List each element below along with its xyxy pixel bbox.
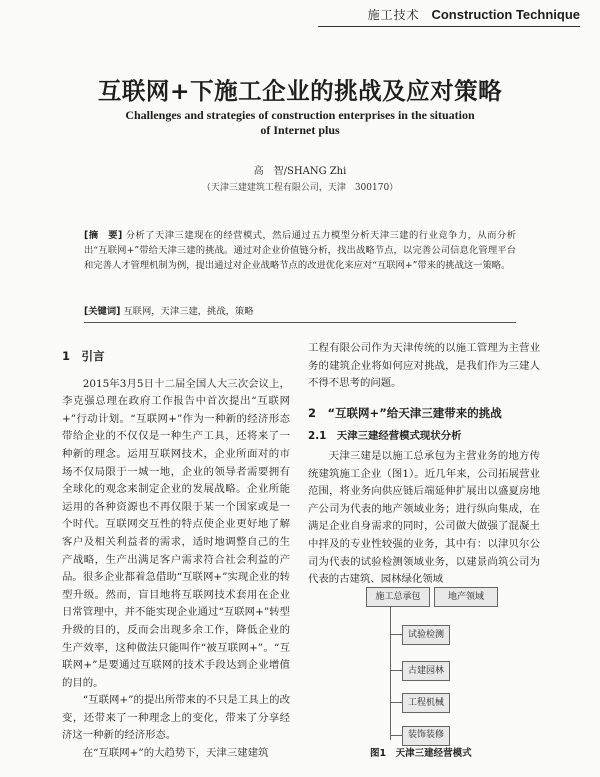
figure-box-ancient-architecture: 古建园林 [402, 661, 450, 681]
figure-connector-3 [390, 702, 402, 703]
figure-box-decoration: 装饰装修 [402, 726, 450, 746]
section-2-1-paragraph: 天津三建是以施工总承包为主营业务的地方传统建筑施工企业（图1）。近几年来，公司拓展营业范围，将业务向供应链后端延伸扩展出以盛夏房地产公司为代表的地产领域业务；进行纵向集成，在满足企业自身需求的同时，公司做大做强了混凝土中拌及的专业性较强的业务，其中有：以津贝尔公司为代表的试验检测领域业务，以建景尚筑公司为代表的古建筑、园林绿化领域 [308, 449, 540, 586]
section-label-cn: 施工技术 [367, 8, 420, 22]
author-name: 高 智/SHANG Zhi [253, 166, 347, 177]
left-column [62, 348, 290, 763]
right-continuation: 工程有限公司作为天津传统的以施工管理为主营业务的建筑企业将如何应对挑战，是我们作为三建人不得不思考的问题。 [308, 342, 540, 390]
figure-box-general-contracting: 施工总承包 [366, 587, 430, 607]
paper-title-en-line1: Challenges and strategies of construction enterprises in the situation [125, 108, 475, 122]
abstract-rule [84, 322, 516, 323]
abstract-label: [摘 要] [84, 230, 123, 241]
figure-caption: 图1 天津三建经营模式 [370, 748, 472, 759]
right-column [308, 340, 540, 589]
figure-box-machinery: 工程机械 [402, 693, 450, 713]
figure-box-testing: 试验检测 [402, 625, 450, 645]
abstract [84, 228, 516, 273]
keywords [84, 305, 516, 319]
intro-paragraph-1: 2015年3月5日十二届全国人大三次会议上，李克强总理在政府工作报告中首次提出“互联网+”行动计划。“互联网+”作为一种新的经济形态带给企业的不仅仅是一种生产工具，还将来了一种新的理念。运用互联网技术，企业所面对的市场不仅局限于一城一地，企业的领导者需要拥有全球化的观念来制定企业的发展战略。企业所能运用的各种资源也不再仅限于某一个国家或是一个时代。互联网交互性的特点使企业更好地了解客户及相关利益者的需求，适时地调整自己的生产战略，生产出满足客户需求符合社会利益的产品。很多企业都着急借助“互联网+”实现企业的转型升级。然而，盲目地将互联网技术套用在企业日常管理中，并不能实现企业通过“互联网+”转型升级的目的，反而会出现多余工作，降低企业的生产效率，这种做法只能叫作“被互联网+”。“互联网+”是要通过互联网的技术手段达到企业增值的目的。 [62, 377, 290, 689]
running-header [368, 6, 580, 23]
paper-title-en [120, 108, 480, 138]
intro-paragraph-3: 在“互联网+”的大趋势下，天津三建建筑 [82, 747, 269, 760]
figure-connector-1 [390, 634, 402, 635]
section-label-en: Construction Technique [431, 7, 580, 22]
figure-connector-4 [390, 735, 402, 736]
figure-box-real-estate: 地产领域 [434, 587, 498, 607]
header-rule [318, 26, 580, 27]
paper-title-en-line2: of Internet plus [260, 123, 340, 137]
section-2-1-heading: 2.1 天津三建经营模式现状分析 [308, 430, 462, 443]
paper-title-cn: 互联网+下施工企业的挑战及应对策略 [97, 77, 503, 105]
figure-connector-2 [390, 670, 402, 671]
figure-trunk-line [390, 606, 391, 740]
abstract-text: 分析了天津三建现在的经营模式，然后通过五力模型分析天津三建的行业竞争力，从而分析出“互联网+”带给天津三建的挑战。通过对企业价值链分析，找出战略节点，以完善公司信息化管理平台和完善人才管理机制为例，提出通过对企业战略节点的改进优化来应对“互联网+”带来的挑战这一策略。 [84, 230, 516, 271]
author-affiliation: （天津三建建筑工程有限公司，天津 300170） [201, 183, 399, 193]
keywords-label: [关键词] [84, 306, 121, 317]
keywords-text: 互联网，天津三建，挑战，策略 [123, 306, 254, 317]
section-1-heading: 1 引言 [62, 349, 105, 363]
intro-paragraph-2: “互联网+”的提出所带来的不只是工具上的改变，还带来了一种理念上的变化，带来了分享经济这一种新的经济形态。 [62, 694, 290, 742]
section-2-heading: 2 “互联网+”给天津三建带来的挑战 [308, 405, 502, 420]
